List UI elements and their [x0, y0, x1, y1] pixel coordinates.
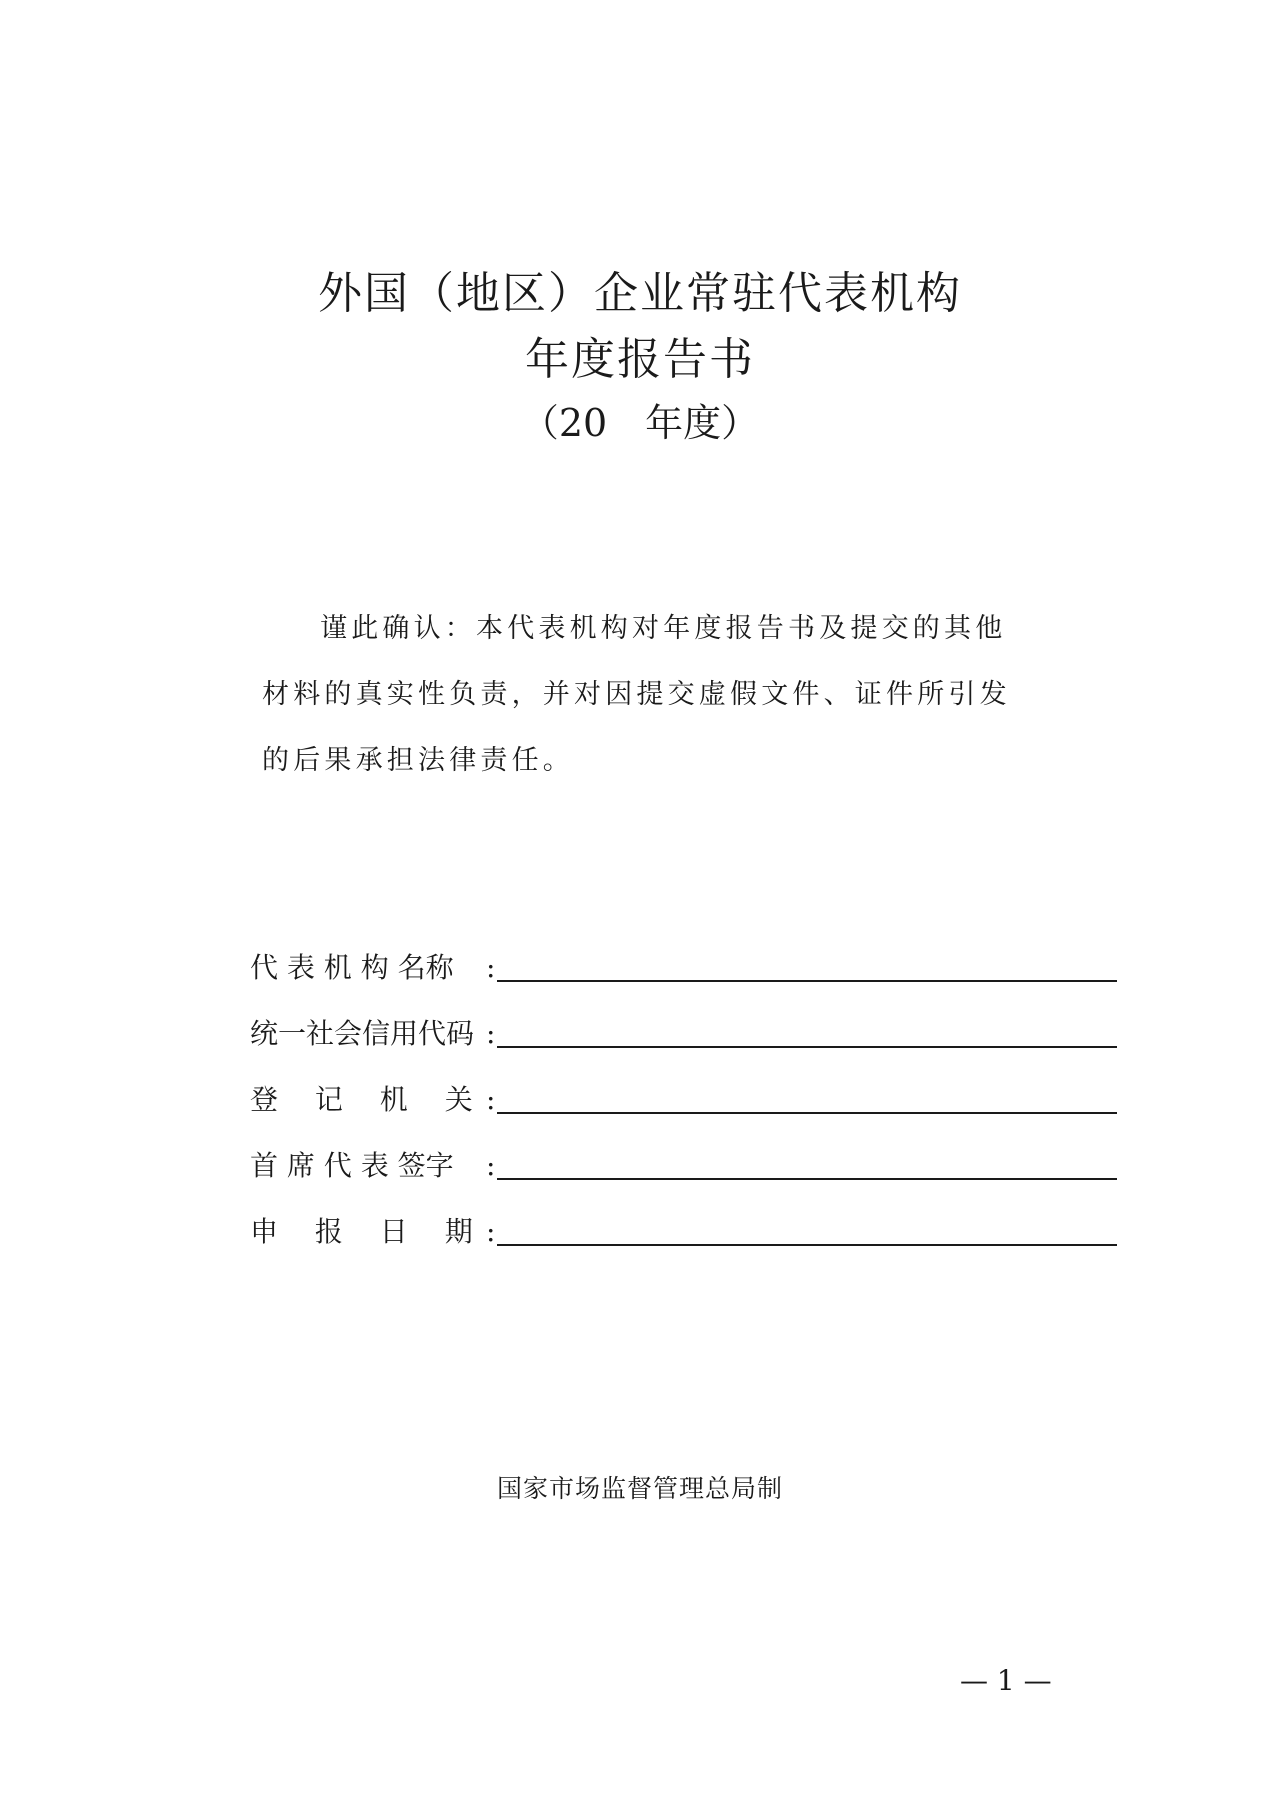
field-colon: : [486, 1215, 496, 1248]
field-label-report-date: 申 报 日 期 [250, 1215, 473, 1248]
page-number: — 1 — [960, 1664, 1052, 1697]
declaration-paragraph: 谨此确认：本代表机构对年度报告书及提交的其他材料的真实性负责，并对因提交虚假文件、证件所引发的后果承担法律责任。 [262, 613, 1011, 776]
field-label-credit-code: 统一社会信用代码 [250, 1017, 475, 1050]
field-row-chief-rep-signature [250, 1120, 1120, 1186]
report-year: （20 年度） [520, 401, 760, 445]
field-input-registration-authority[interactable] [497, 1112, 1117, 1114]
field-input-org-name[interactable] [497, 980, 1117, 982]
field-row-registration-authority [250, 1054, 1120, 1120]
field-input-credit-code[interactable] [497, 1046, 1117, 1048]
field-input-chief-rep-signature[interactable] [497, 1178, 1117, 1180]
field-row-credit-code [250, 988, 1120, 1054]
field-input-report-date[interactable] [497, 1244, 1117, 1246]
field-label-chief-rep-signature: 首 席 代 表 签字 [250, 1149, 454, 1182]
form-fields [250, 922, 1120, 1252]
field-colon: : [486, 1017, 496, 1050]
field-colon: : [486, 1083, 496, 1116]
field-row-org-name [250, 922, 1120, 988]
document-title-line-2: 年度报告书 [525, 334, 755, 385]
field-colon: : [486, 951, 496, 984]
field-colon: : [486, 1149, 496, 1182]
document-title-line-1: 外国（地区）企业常驻代表机构 [318, 268, 962, 319]
field-label-org-name: 代 表 机 构 名称 [250, 951, 454, 984]
field-row-report-date [250, 1186, 1120, 1252]
field-label-registration-authority: 登 记 机 关 [250, 1083, 473, 1116]
issuer-text: 国家市场监督管理总局制 [496, 1474, 783, 1503]
